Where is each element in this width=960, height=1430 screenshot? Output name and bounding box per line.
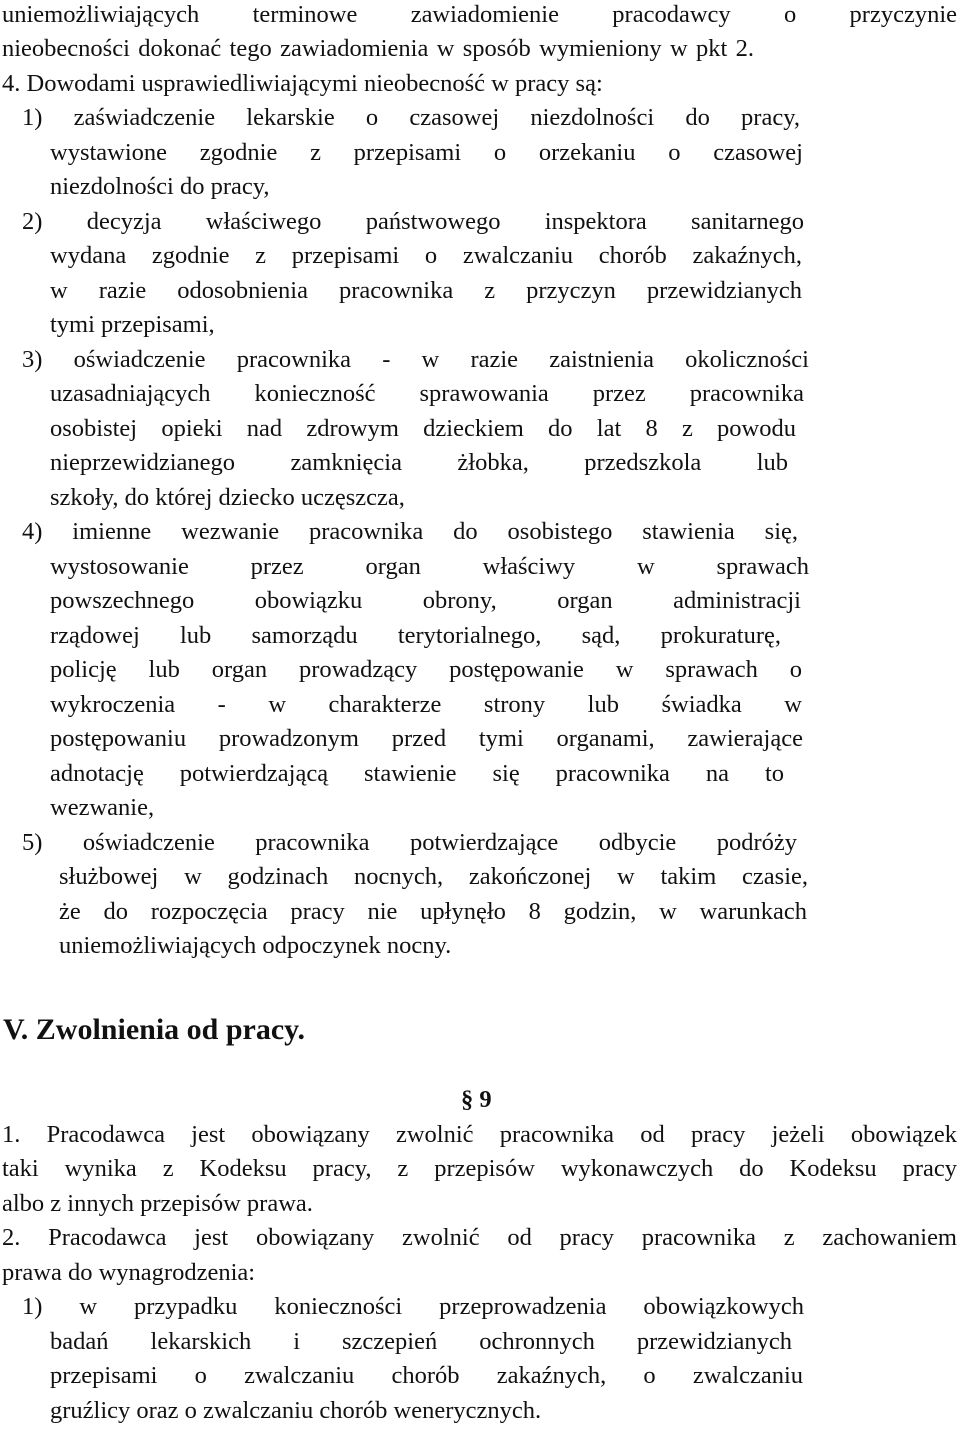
text-line: nieprzewidzianego zamknięcia żłobka, przedszkola lub bbox=[50, 449, 788, 476]
list-item-1: 1) zaświadczenie lekarskie o czasowej niezdolności do pracy, bbox=[22, 104, 800, 131]
text-line: gruźlicy oraz o zwalczaniu chorób wenerycznych. bbox=[50, 1397, 542, 1424]
text-line: postępowaniu prowadzonym przed tymi organami, zawierające bbox=[50, 725, 803, 752]
text-line: uniemożliwiających odpoczynek nocny. bbox=[59, 932, 452, 959]
text-line: tymi przepisami, bbox=[50, 311, 215, 338]
text-line: badań lekarskich i szczepień ochronnych przewidzianych bbox=[50, 1328, 792, 1355]
text-line: wystosowanie przez organ właściwy w sprawach bbox=[50, 553, 809, 580]
text-line: policję lub organ prowadzący postępowanie w sprawach o bbox=[50, 656, 802, 683]
text-line: rządowej lub samorządu terytorialnego, sąd, prokuraturę, bbox=[50, 622, 781, 649]
text-line: szkoły, do której dziecko uczęszcza, bbox=[50, 484, 405, 511]
list-item-5: 5) oświadczenie pracownika potwierdzające odbycie podróży bbox=[22, 829, 797, 856]
text-line: powszechnego obowiązku obrony, organ administracji bbox=[50, 587, 801, 614]
section-heading: V. Zwolnienia od pracy. bbox=[3, 1013, 306, 1046]
list-item-3: 3) oświadczenie pracownika - w razie zaistnienia okoliczności bbox=[22, 346, 809, 373]
list-item-1: 1) w przypadku konieczności przeprowadzenia obowiązkowych bbox=[22, 1293, 804, 1320]
text-line: 4. Dowodami usprawiedliwiającymi nieobecność w pracy są: bbox=[2, 70, 603, 97]
text-line: w razie odosobnienia pracownika z przyczyn przewidzianych bbox=[50, 277, 802, 304]
text-line: adnotację potwierdzającą stawienie się pracownika na to bbox=[50, 760, 784, 787]
text-line: albo z innych przepisów prawa. bbox=[2, 1190, 313, 1217]
text-line: wykroczenia - w charakterze strony lub świadka w bbox=[50, 691, 802, 718]
text-line: 2. Pracodawca jest obowiązany zwolnić od pracy pracownika z zachowaniem bbox=[2, 1224, 957, 1251]
text-line: wezwanie, bbox=[50, 794, 155, 821]
text-line: osobistej opieki nad zdrowym dzieckiem do lat 8 z powodu bbox=[50, 415, 796, 442]
list-item-4: 4) imienne wezwanie pracownika do osobistego stawienia się, bbox=[22, 518, 798, 545]
paragraph-number: § 9 bbox=[461, 1086, 492, 1113]
text-line: prawa do wynagrodzenia: bbox=[2, 1259, 256, 1286]
list-item-2: 2) decyzja właściwego państwowego inspektora sanitarnego bbox=[22, 208, 804, 235]
text-line: wydana zgodnie z przepisami o zwalczaniu chorób zakaźnych, bbox=[50, 242, 802, 269]
text-line: że do rozpoczęcia pracy nie upłynęło 8 godzin, w warunkach bbox=[59, 898, 807, 925]
text-line: uniemożliwiających terminowe zawiadomienie pracodawcy o przyczynie bbox=[2, 1, 957, 28]
text-line: taki wynika z Kodeksu pracy, z przepisów wykonawczych do Kodeksu pracy bbox=[2, 1155, 957, 1182]
text-line: niezdolności do pracy, bbox=[50, 173, 270, 200]
text-line: przepisami o zwalczaniu chorób zakaźnych, o zwalczaniu bbox=[50, 1362, 803, 1389]
text-line: 1. Pracodawca jest obowiązany zwolnić pracownika od pracy jeżeli obowiązek bbox=[2, 1121, 957, 1148]
text-line: uzasadniających konieczność sprawowania przez pracownika bbox=[50, 380, 804, 407]
text-line: wystawione zgodnie z przepisami o orzekaniu o czasowej bbox=[50, 139, 803, 166]
text-line: służbowej w godzinach nocnych, zakończonej w takim czasie, bbox=[59, 863, 808, 890]
text-line: nieobecności dokonać tego zawiadomienia w sposób wymieniony w pkt 2. bbox=[2, 35, 754, 62]
